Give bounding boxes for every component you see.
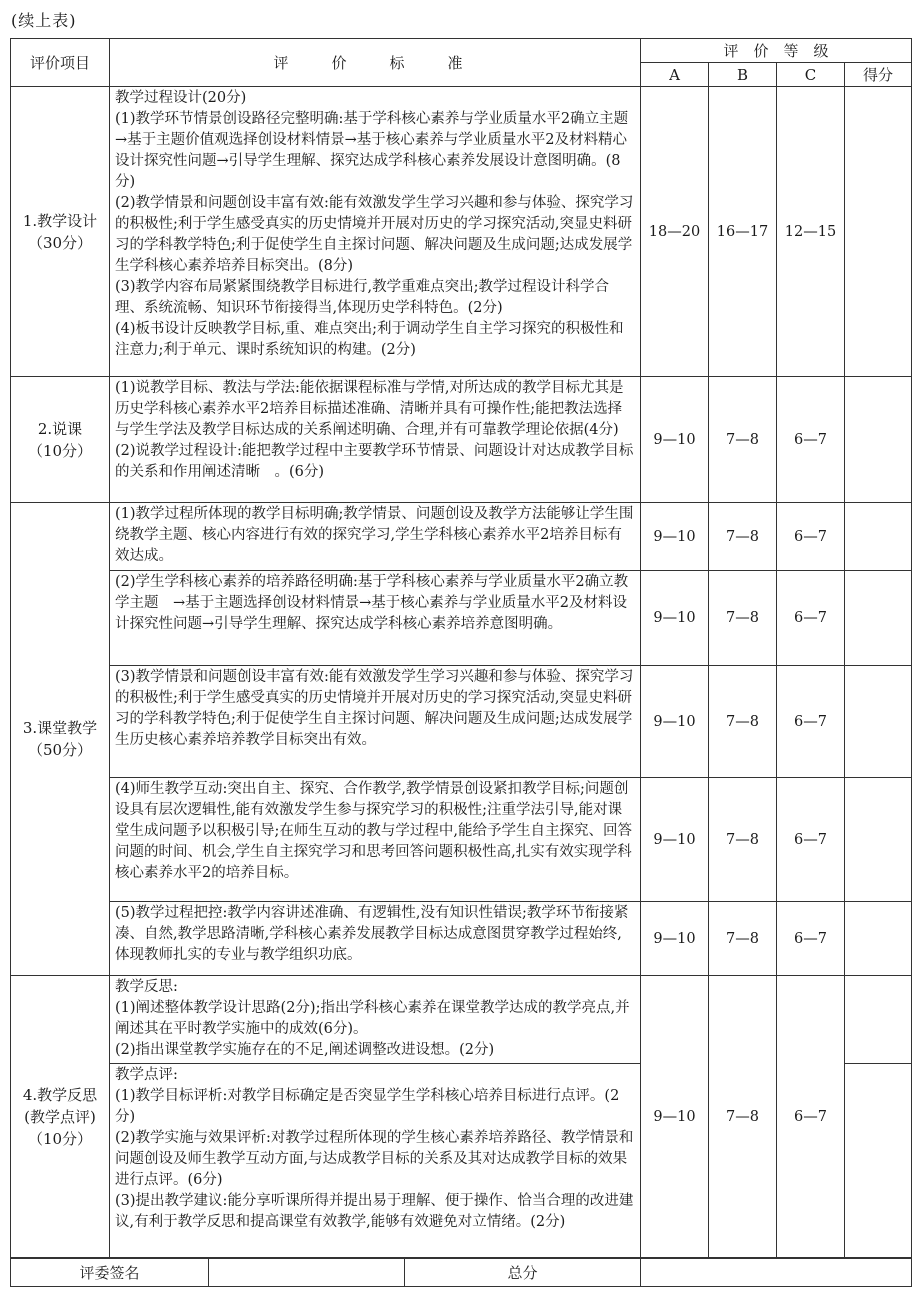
section-4-grade-b: 7—8	[709, 976, 777, 1258]
section-1-grade-a: 18—20	[641, 87, 709, 377]
table-row	[11, 778, 912, 902]
header-grade-a: A	[641, 63, 709, 87]
section-3-4-grade-b: 7—8	[709, 778, 777, 902]
signature-field[interactable]	[209, 1259, 405, 1287]
section-4-reflection: 教学反思: (1)阐述整体教学设计思路(2分);指出学科核心素养在课堂教学达成的教学亮点,并阐述其在平时教学实施中的成效(6分)。 (2)指出课堂教学实施存在的不足,阐述调整改进设想。(2分)	[110, 976, 641, 1064]
section-3-criteria-1: (1)教学过程所体现的教学目标明确;教学情景、问题创设及教学方法能够让学生围绕教学主题、核心内容进行有效的探究学习,学生学科核心素养水平2培养目标有效达成。	[110, 503, 641, 571]
section-3-1-score[interactable]	[845, 503, 912, 571]
section-2-name: 2.说课 （10分）	[11, 377, 110, 503]
footer-table	[10, 1258, 912, 1287]
table-row	[11, 87, 912, 377]
section-2-criteria: (1)说教学目标、教法与学法:能依据课程标准与学情,对所达成的教学目标尤其是历史学科核心素养水平2培养目标描述准确、清晰并具有可操作性;能把教法选择与学生学法及教学目标达成的关系阐述明确、合理,并有可靠教学理论依据(4分) (2)说教学过程设计:能把教学过程中主要教学环节情景、问题设计对达成教学目标的关系和作用阐述清晰 。(6分)	[110, 377, 641, 503]
section-3-5-score[interactable]	[845, 902, 912, 976]
section-1-score[interactable]	[845, 87, 912, 377]
section-4-grade-a: 9—10	[641, 976, 709, 1258]
table-row	[11, 666, 912, 778]
section-3-4-grade-a: 9—10	[641, 778, 709, 902]
section-2-grade-b: 7—8	[709, 377, 777, 503]
section-2-score[interactable]	[845, 377, 912, 503]
section-3-criteria-3: (3)教学情景和问题创设丰富有效:能有效激发学生学习兴趣和参与体验、探究学习的积极性;利于学生感受真实的历史情境并开展对历史的学习探究活动,突显史料研习的学科教学特色;利于促使学生自主探讨问题、解决问题及生成问题;达成发展学生历史核心素养培养教学目标突出有效。	[110, 666, 641, 778]
header-grade-c: C	[777, 63, 845, 87]
section-3-3-score[interactable]	[845, 666, 912, 778]
section-3-3-grade-c: 6—7	[777, 666, 845, 778]
section-4-review-score[interactable]	[845, 1064, 912, 1258]
section-4-name: 4.教学反思 (教学点评) （10分）	[11, 976, 110, 1258]
section-3-3-grade-a: 9—10	[641, 666, 709, 778]
section-3-5-grade-b: 7—8	[709, 902, 777, 976]
section-3-5-grade-c: 6—7	[777, 902, 845, 976]
table-row	[11, 976, 912, 1064]
section-3-criteria-2: (2)学生学科核心素养的培养路径明确:基于学科核心素养与学业质量水平2确立教学主题 →基于主题选择创设材料情景→基于核心素养与学业质量水平2及材料设计探究性问题→引导学生理解、探究达成学科核心素养培养意图明确。	[110, 571, 641, 666]
section-4-review: 教学点评: (1)教学目标评析:对教学目标确定是否突显学生学科核心培养目标进行点评。(2分) (2)教学实施与效果评析:对教学过程所体现的学生核心素养培养路径、教学情景和问题创设及师生教学互动方面,与达成教学目标的关系及其对达成教学目标的效果进行点评。(6分) (3)提出教学建议:能分享听课所得并提出易于理解、便于操作、恰当合理的改进建议,有利于教学反思和提高课堂有效教学,能够有效避免对立情绪。(2分)	[110, 1064, 641, 1258]
section-3-2-grade-a: 9—10	[641, 571, 709, 666]
table-caption: (续上表)	[11, 11, 77, 30]
section-3-1-grade-a: 9—10	[641, 503, 709, 571]
section-3-4-score[interactable]	[845, 778, 912, 902]
header-score: 得分	[845, 63, 912, 87]
section-3-1-grade-c: 6—7	[777, 503, 845, 571]
section-3-2-grade-b: 7—8	[709, 571, 777, 666]
table-row	[11, 571, 912, 666]
section-3-criteria-4: (4)师生教学互动:突出自主、探究、合作教学,教学情景创设紧扣教学目标;问题创设具有层次逻辑性,能有效激发学生参与探究学习的积极性;注重学法引导,能对课堂生成问题予以积极引导;在师生互动的教与学过程中,能给予学生自主探究、回答问题的时间、机会,学生自主探究学习和思考回答问题积极性高,扎实有效实现学科核心素养水平2的培养目标。	[110, 778, 641, 902]
header-criteria: 评 价 标 准	[110, 39, 641, 87]
table-row	[11, 503, 912, 571]
section-2-grade-c: 6—7	[777, 377, 845, 503]
total-field[interactable]	[641, 1259, 912, 1287]
signature-label: 评委签名	[11, 1259, 209, 1287]
section-1-grade-c: 12—15	[777, 87, 845, 377]
table-row	[11, 902, 912, 976]
header-grade-b: B	[709, 63, 777, 87]
section-3-4-grade-c: 6—7	[777, 778, 845, 902]
section-3-5-grade-a: 9—10	[641, 902, 709, 976]
section-3-criteria-5: (5)教学过程把控:教学内容讲述准确、有逻辑性,没有知识性错误;教学环节衔接紧凑、自然,教学思路清晰,学科核心素养发展教学目标达成意图贯穿教学过程始终,体现教师扎实的专业与教学组织功底。	[110, 902, 641, 976]
total-label: 总分	[405, 1259, 641, 1287]
section-3-3-grade-b: 7—8	[709, 666, 777, 778]
section-3-2-score[interactable]	[845, 571, 912, 666]
header-item: 评价项目	[11, 39, 110, 87]
section-4-reflection-score[interactable]	[845, 976, 912, 1064]
section-1-grade-b: 16—17	[709, 87, 777, 377]
evaluation-table	[10, 38, 912, 1258]
section-1-name: 1.教学设计 （30分）	[11, 87, 110, 377]
table-row	[11, 377, 912, 503]
header-grade: 评 价 等 级	[641, 39, 912, 63]
section-4-grade-c: 6—7	[777, 976, 845, 1258]
section-3-name: 3.课堂教学 （50分）	[11, 503, 110, 976]
section-1-criteria: 教学过程设计(20分) (1)教学环节情景创设路径完整明确:基于学科核心素养与学业质量水平2确立主题 →基于主题价值观选择创设材料情景→基于核心素养与学业质量水平2及材料精心设计探究性问题→引导学生理解、探究达成学科核心素养发展设计意图明确。(8分) (2)教学情景和问题创设丰富有效:能有效激发学生学习兴趣和参与体验、探究学习的积极性;利于学生感受真实的历史情境并开展对历史的学习探究活动,突显史料研习的学科教学特色;利于促使学生自主探讨问题、解决问题及生成问题;达成发展学生学科核心素养培养目标突出。(8分) (3)教学内容布局紧紧围绕教学目标进行,教学重难点突出;教学过程设计科学合理、系统流畅、知识环节衔接得当,体现历史学科特色。(2分) (4)板书设计反映教学目标,重、难点突出;利于调动学生自主学习探究的积极性和注意力;利于单元、课时系统知识的构建。(2分)	[110, 87, 641, 377]
section-3-1-grade-b: 7—8	[709, 503, 777, 571]
section-2-grade-a: 9—10	[641, 377, 709, 503]
section-3-2-grade-c: 6—7	[777, 571, 845, 666]
